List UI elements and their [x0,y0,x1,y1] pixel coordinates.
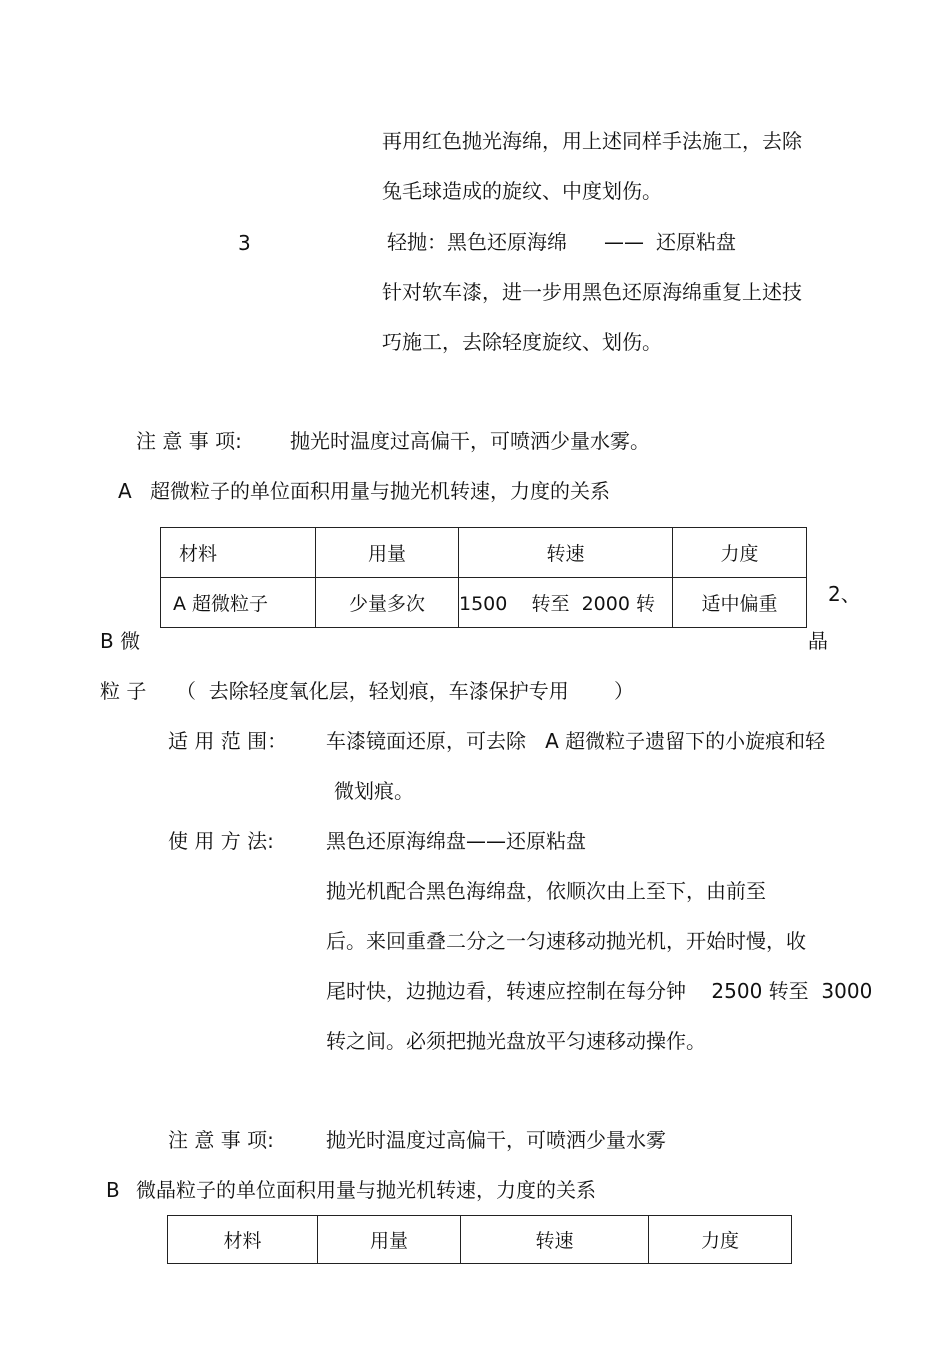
table-a-header-speed: 转速 [459,528,673,578]
scope-label: 适 用 范 围： [168,729,288,753]
step-title: 轻抛：黑色还原海绵 [387,230,567,254]
method-line-3: 后。来回重叠二分之一匀速移动抛光机，开始时慢，收 [326,929,806,953]
section-b-line2-c: ） [614,679,634,703]
note-a-text: 抛光时温度过高偏干，可喷洒少量水雾。 [290,429,650,453]
step-tool: 还原粘盘 [656,230,736,254]
section-b-number: 2、 [828,582,861,606]
section3-line2: 兔毛球造成的旋纹、中度划伤。 [382,179,662,203]
step-number: 3 [238,231,251,255]
scope-text-1: 车漆镜面还原，可去除 A 超微粒子遗留下的小旋痕和轻 [326,729,826,753]
table-b-caption-letter: B [106,1178,120,1202]
table-a-cell-speed: 1500 转至 2000 转 [459,578,673,628]
table-a-cell-force: 适中偏重 [673,578,807,628]
scope-text-2: 微划痕。 [334,779,414,803]
table-a [160,527,807,628]
method-label: 使 用 方 法: [168,829,274,853]
section3-line1: 再用红色抛光海绵，用上述同样手法施工，去除 [382,129,802,153]
section-b-line2-a: 粒 子 [100,679,147,703]
table-b-header-speed: 转速 [461,1216,649,1264]
table-a-header-force: 力度 [673,528,807,578]
table-b [167,1215,792,1264]
table-b-header-material: 材料 [168,1216,318,1264]
table-a-header-material: 材料 [161,528,316,578]
section3-line3: 针对软车漆，进一步用黑色还原海绵重复上述技 [382,280,802,304]
section-b-line2-b: （ 去除轻度氧化层，轻划痕，车漆保护专用 [176,679,569,703]
note-b-label: 注 意 事 项: [168,1128,274,1152]
table-b-header-force: 力度 [649,1216,792,1264]
section-b-suffix: 晶 [808,629,828,653]
method-line-2: 抛光机配合黑色海绵盘，依顺次由上至下，由前至 [326,879,766,903]
method-line-5: 转之间。必须把抛光盘放平匀速移动操作。 [326,1029,706,1053]
note-a-label: 注 意 事 项: [136,429,242,453]
section3-line4: 巧施工，去除轻度旋纹、划伤。 [382,330,662,354]
table-a-caption-letter: A [118,479,132,503]
table-a-cell-amount: 少量多次 [316,578,459,628]
section-b-prefix: B 微 [100,629,141,653]
table-b-header-amount: 用量 [318,1216,461,1264]
method-line-4: 尾时快，边抛边看，转速应控制在每分钟 2500 转至 3000 [326,979,873,1003]
method-line-1: 黑色还原海绵盘——还原粘盘 [326,829,586,853]
table-b-caption: 微晶粒子的单位面积用量与抛光机转速，力度的关系 [136,1178,596,1202]
table-a-caption: 超微粒子的单位面积用量与抛光机转速，力度的关系 [150,479,610,503]
table-a-header-amount: 用量 [316,528,459,578]
step-dash: —— [604,230,644,254]
note-b-text: 抛光时温度过高偏干，可喷洒少量水雾 [326,1128,666,1152]
table-a-cell-material: A 超微粒子 [161,578,316,628]
